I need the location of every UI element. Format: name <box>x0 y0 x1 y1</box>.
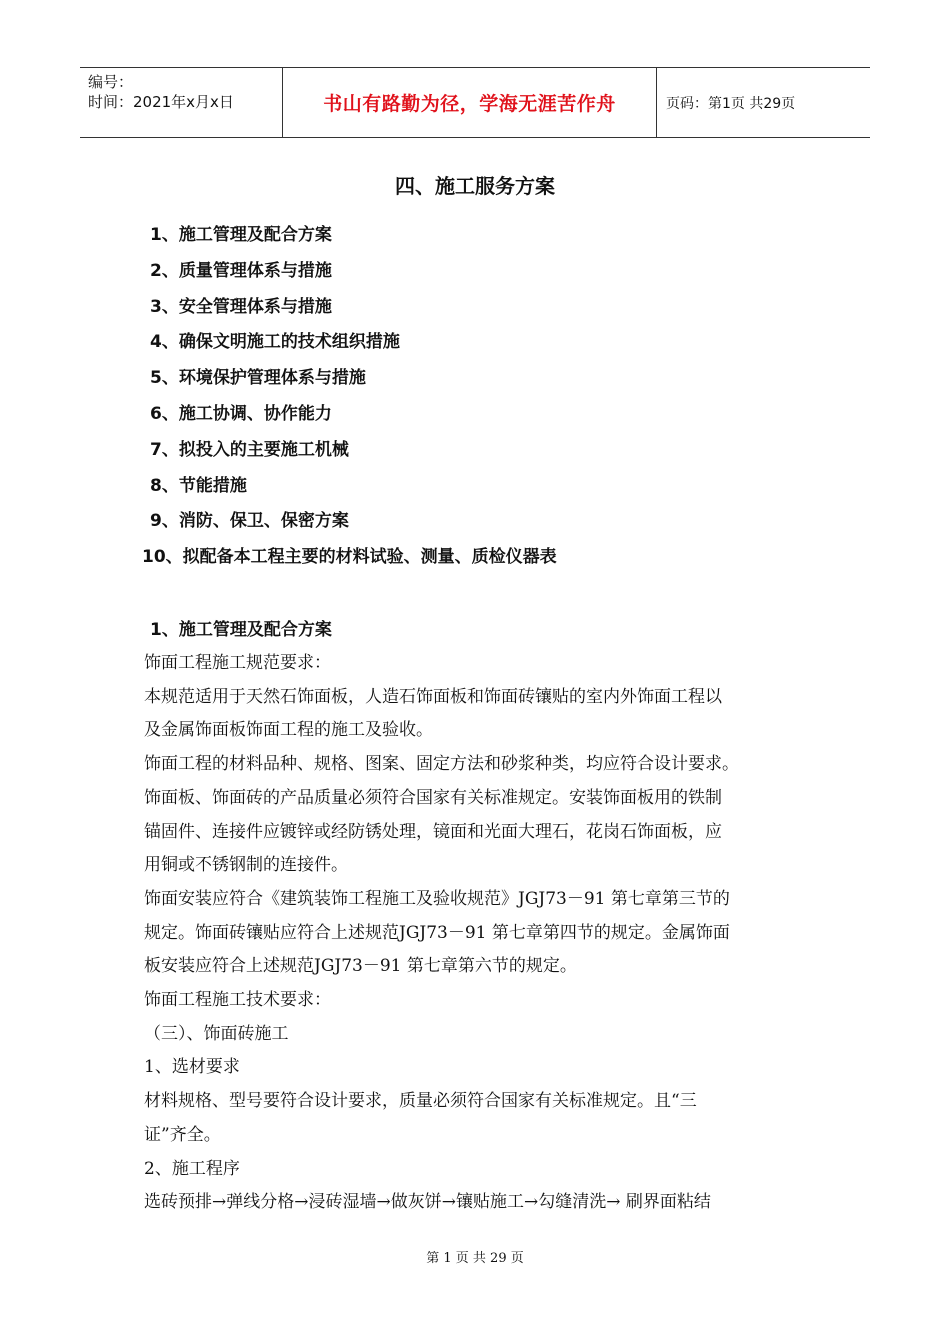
toc-item: 1、施工管理及配合方案 <box>150 225 332 245</box>
body-line: 饰面安装应符合《建筑装饰工程施工及验收规范》JGJ73－91 第七章第三节的 <box>144 888 730 909</box>
number-label: 编号： <box>88 73 134 91</box>
page-footer: 第 1 页 共 29 页 <box>426 1251 524 1266</box>
toc-item: 6、施工协调、协作能力 <box>150 403 332 424</box>
body-line: 2、施工程序 <box>144 1158 240 1179</box>
page-header <box>80 67 870 138</box>
body-line: 饰面工程施工技术要求： <box>144 990 331 1011</box>
toc-item: 7、拟投入的主要施工机械 <box>150 439 349 460</box>
body-line: 饰面工程施工规范要求： <box>144 653 331 673</box>
document-title: 四、施工服务方案 <box>395 174 555 198</box>
toc-item: 9、消防、保卫、保密方案 <box>150 511 349 532</box>
motto: 书山有路勤为径，学海无涯苦作舟 <box>323 93 616 115</box>
body-line: 选砖预排→弹线分格→浸砖湿墙→做灰饼→镶贴施工→勾缝清洗→ 刷界面粘结 <box>144 1192 711 1213</box>
body-line: 板安装应符合上述规范JGJ73－91 第七章第六节的规定。 <box>144 956 577 977</box>
body-line: 及金属饰面板饰面工程的施工及验收。 <box>144 720 433 741</box>
section-heading: 1、施工管理及配合方案 <box>150 620 332 640</box>
toc-item: 2、质量管理体系与措施 <box>150 260 332 281</box>
body-line: 饰面工程的材料品种、规格、图案、固定方法和砂浆种类，均应符合设计要求。 <box>144 754 739 775</box>
body-line: 1、选材要求 <box>144 1057 240 1078</box>
header-motto-cell <box>282 68 657 137</box>
header-meta <box>80 68 282 137</box>
body-text <box>144 647 834 1220</box>
toc-item: 4、确保文明施工的技术组织措施 <box>150 332 400 353</box>
body-line: 材料规格、型号要符合设计要求，质量必须符合国家有关标准规定。且“三 <box>144 1091 697 1112</box>
toc-item: 5、环境保护管理体系与措施 <box>150 368 366 389</box>
toc-item: 3、安全管理体系与措施 <box>150 296 332 317</box>
body-line: 本规范适用于天然石饰面板，人造石饰面板和饰面砖镶贴的室内外饰面工程以 <box>144 686 722 707</box>
body-line: 用铜或不锈钢制的连接件。 <box>144 855 348 876</box>
body-line: 锚固件、连接件应镀锌或经防锈处理，镜面和光面大理石，花岗石饰面板，应 <box>144 821 722 842</box>
body-line: 饰面板、饰面砖的产品质量必须符合国家有关标准规定。安装饰面板用的铁制 <box>144 787 722 808</box>
toc-item: 10、拟配备本工程主要的材料试验、测量、质检仪器表 <box>142 547 557 568</box>
time-label: 时间：2021年x月x日 <box>88 93 234 111</box>
body-line: 规定。饰面砖镶贴应符合上述规范JGJ73－91 第七章第四节的规定。金属饰面 <box>144 922 730 943</box>
table-of-contents <box>142 221 557 579</box>
toc-item: 8、节能措施 <box>150 475 247 496</box>
body-line: 证”齐全。 <box>144 1124 221 1145</box>
body-line: （三）、饰面砖施工 <box>144 1023 289 1044</box>
header-page-info: 页码：第1页 共29页 <box>666 95 796 112</box>
